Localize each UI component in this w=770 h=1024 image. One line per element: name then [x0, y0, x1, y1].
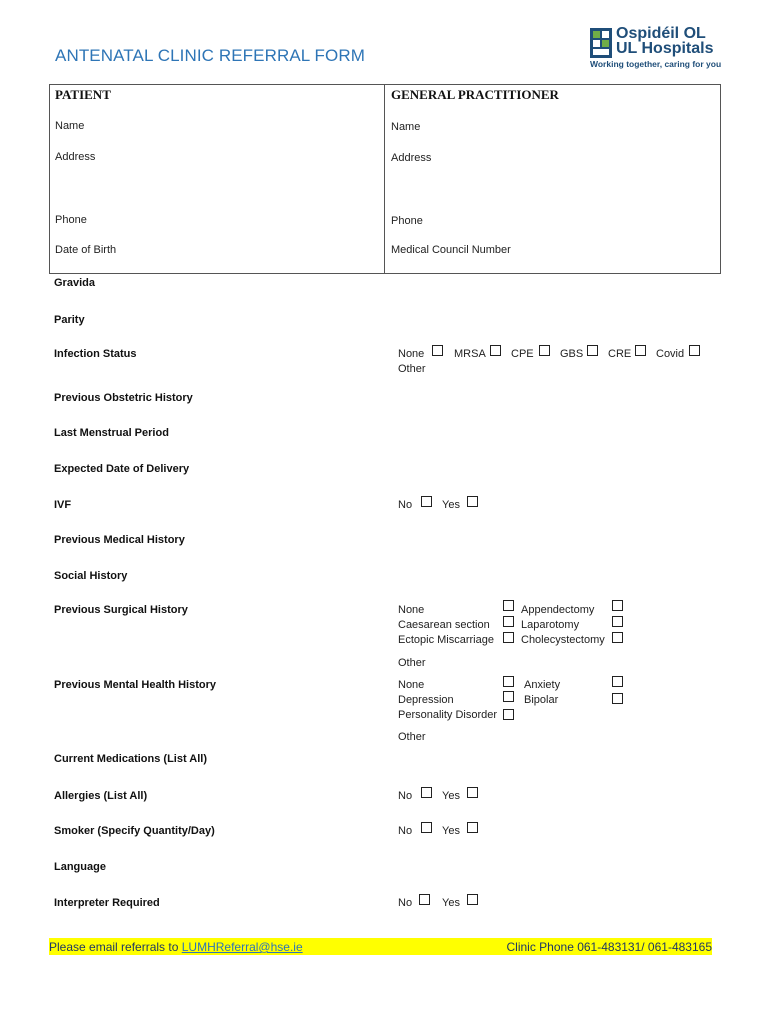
prev-surgical-label: Previous Surgical History	[54, 604, 188, 616]
logo-mark-icon	[590, 28, 612, 58]
smoker-yes-label: Yes	[442, 825, 460, 837]
allergies-yes-label: Yes	[442, 790, 460, 802]
box-divider	[384, 84, 385, 273]
surgical-ectopic-checkbox[interactable]	[503, 632, 514, 643]
mental-anxiety-checkbox[interactable]	[612, 676, 623, 687]
ivf-yes-label: Yes	[442, 499, 460, 511]
infection-none-label: None	[398, 348, 425, 360]
infection-other-label: Other	[398, 363, 426, 375]
mental-personality-label: Personality Disorder	[398, 709, 498, 721]
infection-cre-checkbox[interactable]	[635, 345, 646, 356]
gravida-label: Gravida	[54, 277, 95, 289]
logo-tagline: Working together, caring for you	[590, 59, 722, 69]
mental-bipolar-label: Bipolar	[524, 694, 559, 706]
surgical-laparotomy-checkbox[interactable]	[612, 616, 623, 627]
footer-bar	[49, 938, 712, 955]
surgical-appendectomy-checkbox[interactable]	[612, 600, 623, 611]
lmp-label: Last Menstrual Period	[54, 427, 169, 439]
ivf-no-checkbox[interactable]	[421, 496, 432, 507]
mental-none-checkbox[interactable]	[503, 676, 514, 687]
medications-label: Current Medications (List All)	[54, 753, 207, 765]
infection-none-checkbox[interactable]	[432, 345, 443, 356]
footer-email-text	[49, 940, 303, 954]
patient-dob-label: Date of Birth	[55, 244, 117, 256]
mental-other-label: Other	[398, 731, 426, 743]
surgical-none-label: None	[398, 604, 425, 616]
parity-label: Parity	[54, 314, 85, 326]
logo-line2: UL Hospitals	[616, 40, 714, 57]
smoker-no-checkbox[interactable]	[421, 822, 432, 833]
infection-cpe-label: CPE	[511, 348, 534, 360]
gp-phone-label: Phone	[391, 215, 423, 227]
interpreter-no-label: No	[398, 897, 413, 909]
gp-address-label: Address	[391, 152, 432, 164]
infection-mrsa-label: MRSA	[454, 348, 486, 360]
allergies-label: Allergies (List All)	[54, 790, 148, 802]
prev-obstetric-label: Previous Obstetric History	[54, 392, 193, 404]
patient-heading: PATIENT	[55, 87, 111, 102]
mental-depression-checkbox[interactable]	[503, 691, 514, 702]
form-title: ANTENATAL CLINIC REFERRAL FORM	[55, 46, 365, 65]
hospital-logo	[590, 26, 720, 70]
mental-anxiety-label: Anxiety	[524, 679, 561, 691]
gp-mcn-label: Medical Council Number	[391, 244, 511, 256]
social-label: Social History	[54, 570, 128, 582]
patient-phone-label: Phone	[55, 214, 87, 226]
allergies-no-checkbox[interactable]	[421, 787, 432, 798]
prev-mental-label: Previous Mental Health History	[54, 679, 216, 691]
infection-cpe-checkbox[interactable]	[539, 345, 550, 356]
surgical-other-label: Other	[398, 657, 426, 669]
ivf-label: IVF	[54, 499, 72, 511]
surgical-caesarean-label: Caesarean section	[398, 619, 490, 631]
surgical-cholecystectomy-label: Cholecystectomy	[521, 634, 605, 646]
interpreter-label: Interpreter Required	[54, 897, 160, 909]
gp-heading: GENERAL PRACTITIONER	[391, 87, 559, 102]
surgical-caesarean-checkbox[interactable]	[503, 616, 514, 627]
interpreter-yes-label: Yes	[442, 897, 460, 909]
mental-depression-label: Depression	[398, 694, 454, 706]
details-box	[49, 84, 721, 274]
infection-gbs-label: GBS	[560, 348, 584, 360]
mental-none-label: None	[398, 679, 425, 691]
footer-prefix: Please email referrals to	[49, 940, 182, 954]
infection-gbs-checkbox[interactable]	[587, 345, 598, 356]
infection-status-label: Infection Status	[54, 348, 137, 360]
ivf-yes-checkbox[interactable]	[467, 496, 478, 507]
surgical-appendectomy-label: Appendectomy	[521, 604, 595, 616]
language-label: Language	[54, 861, 106, 873]
mental-bipolar-checkbox[interactable]	[612, 693, 623, 704]
interpreter-yes-checkbox[interactable]	[467, 894, 478, 905]
mental-personality-checkbox[interactable]	[503, 709, 514, 720]
interpreter-no-checkbox[interactable]	[419, 894, 430, 905]
patient-name-label: Name	[55, 120, 85, 132]
surgical-cholecystectomy-checkbox[interactable]	[612, 632, 623, 643]
infection-cre-label: CRE	[608, 348, 632, 360]
smoker-no-label: No	[398, 825, 413, 837]
surgical-none-checkbox[interactable]	[503, 600, 514, 611]
infection-covid-label: Covid	[656, 348, 685, 360]
ivf-no-label: No	[398, 499, 413, 511]
patient-address-label: Address	[55, 151, 96, 163]
allergies-no-label: No	[398, 790, 413, 802]
referral-email-link[interactable]: LUMHReferral@hse.ie	[181, 940, 303, 954]
smoker-label: Smoker (Specify Quantity/Day)	[54, 825, 215, 837]
footer-phone: Clinic Phone 061-483131/ 061-483165	[506, 940, 712, 954]
edd-label: Expected Date of Delivery	[54, 463, 190, 475]
surgical-laparotomy-label: Laparotomy	[521, 619, 580, 631]
logo-line1: Ospidéil OL	[616, 25, 706, 42]
smoker-yes-checkbox[interactable]	[467, 822, 478, 833]
prev-medical-label: Previous Medical History	[54, 534, 185, 546]
allergies-yes-checkbox[interactable]	[467, 787, 478, 798]
infection-mrsa-checkbox[interactable]	[490, 345, 501, 356]
gp-name-label: Name	[391, 121, 421, 133]
surgical-ectopic-label: Ectopic Miscarriage	[398, 634, 494, 646]
infection-covid-checkbox[interactable]	[689, 345, 700, 356]
